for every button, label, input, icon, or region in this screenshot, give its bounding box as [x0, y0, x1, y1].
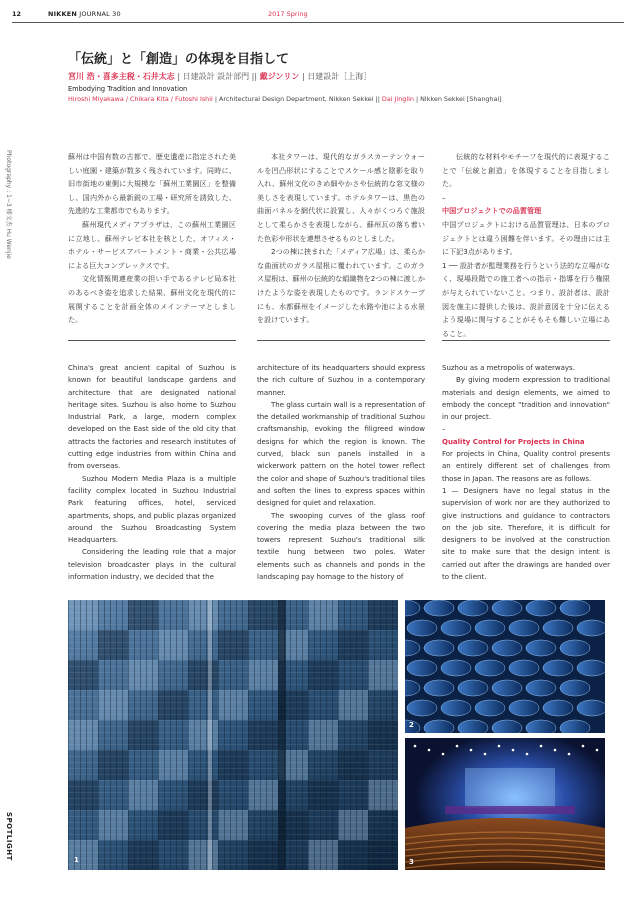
dash: –	[442, 425, 446, 434]
magazine-name: NIKKEN JOURNAL 30	[48, 10, 121, 18]
paragraph: 2つの棟に挟まれた「メディア広場」は、柔らかな曲面状のガラス屋根に覆われています。このガラス屋根は、蘇州の伝統的な絹織物を2つの棟に渡しかけたような姿を表現したものです。ランドスケープにも、水都蘇州をイメージした水路や池による水景を設けています。	[257, 247, 425, 325]
dash: –	[442, 192, 446, 202]
jp-column-2	[257, 150, 425, 335]
photo-credit: Photography : 1~3 楼文杰 Hu Wenjie	[5, 150, 12, 259]
interior-hall-image	[405, 738, 605, 870]
paragraph: By giving modern expression to traditional materials and design elements, we aimed to embody the concept "tradition and innovation" in our project.	[442, 376, 610, 422]
header-divider	[12, 22, 624, 23]
photo-number: 3	[409, 858, 414, 866]
authors-jp: 宮川 浩・喜多主税・石井太志 | 日建設計 設計部門 || 戴ジンリン | 日建設計［上海］	[68, 72, 372, 81]
paragraph: 蘇州現代メディアプラザは、この蘇州工業園区に立地し、蘇州テレビ本社を核とした、オフィス・ホテル・サービスアパートメント・商業・公共広場による巨大コンプレックスです。	[68, 219, 236, 270]
photo-number: 2	[409, 721, 414, 729]
paragraph: 文化情報関連産業の担い手であるテレビ局本社のあるべき姿を追求した結果、蘇州文化を現代的に展開することを計画全体のメインテーマとしました。	[68, 274, 236, 325]
section-label: SPOTLIGHT	[5, 812, 13, 861]
article-title-jp: 「伝統」と「創造」の体現を目指して	[68, 52, 290, 67]
paragraph: The glass curtain wall is a representation of the detailed workmanship of traditional Suzhou craftsmanship, evoking the filigreed window designs for which the region is known. The curved, black sun panels installed in a wickerwork pattern on the hotel tower reflect the color and shape of Suzhou's traditional tiles and soften the lines to express spaces within designed for quiet and relaxation.	[257, 400, 425, 508]
paragraph: 伝統的な材料やモチーフを現代的に表現することで「伝統と創造」を体現することを目指しました。	[442, 152, 610, 189]
section-heading-en: Quality Control for Projects in China	[442, 437, 585, 446]
article-title-block	[68, 48, 608, 103]
paragraph: China's great ancient capital of Suzhou is known for beautiful landscape gardens and architecture that are designated national heritage sites. Suzhou is also home to Suzhou Industrial Park, a large, modern complex developed on the East side of the old city that attracts the factories and research institutes of cutting edge industries from within China and from overseas.	[68, 364, 236, 471]
paragraph: Suzhou as a metropolis of waterways.	[442, 364, 575, 372]
column-divider	[68, 340, 236, 341]
paragraph: The swooping curves of the glass roof covering the media plaza between the two towers represent Suzhou's traditional silk textile hung between two poles. Water elements such as channels and ponds in the landscaping pay homage to the history of	[257, 511, 425, 582]
paragraph: 1 — Designers have no legal status in the supervision of work nor are they authorized to give instructions and guidance to contractors on the job site. Therefore, it is difficult for designers to be involved at the construction site to make sure that the design intent is carried out after the drawings are handed over to the client.	[442, 486, 610, 582]
en-column-1	[68, 362, 236, 582]
section-heading-jp: 中国プロジェクトでの品質管理	[442, 206, 542, 216]
photo-interior-hall	[405, 738, 605, 870]
paragraph: architecture of its headquarters should express the rich culture of Suzhou in a contemporary manner.	[257, 364, 425, 397]
jp-column-1	[68, 150, 236, 335]
paragraph: Considering the leading role that a major television broadcaster plays in the cultural information industry, we decided that the	[68, 548, 236, 582]
page-header	[12, 10, 624, 22]
paragraph: For projects in China, Quality control presents an entirely different set of challenges from those in Japan. The reasons are as follows.	[442, 450, 610, 483]
paragraph: 中国プロジェクトにおける品質管理は、日本のプロジェクトとは違う困難を伴います。その理由には主に下記3点があります。	[442, 219, 610, 257]
column-divider	[257, 340, 425, 341]
photo-glass-facade	[68, 600, 398, 870]
paragraph: 本社タワーは、現代的なガラスカーテンウォールを凹凸形状にすることでスケール感と陰影を取り入れ、蘇州文化のきめ細やかさや伝統的な窓文様の美しさを表現しています。ホテルタワーは、黒色の曲面パネルを網代状に設置し、人々がくつろぐ施設として柔らかさを表現しながら、蘇州瓦の落ち着いた色彩や形状を連想させるものとしました。	[257, 152, 425, 243]
article-subtitle-en: Embodying Tradition and Innovation	[68, 85, 188, 93]
curved-panels-image	[405, 600, 605, 733]
issue-label: 2017 Spring	[268, 10, 308, 18]
page-number: 12	[12, 10, 22, 18]
paragraph: 蘇州は中国有数の古都で、歴史遺産に指定された美しい庭園・建築が数多く残されています。同時に、旧市街地の東側に大規模な「蘇州工業園区」を整備し、国内外から最新鋭の工場・研究所を誘致した、先進的な工業都市でもあります。	[68, 152, 236, 216]
photo-curved-panels	[405, 600, 605, 733]
photo-number: 1	[74, 856, 79, 864]
paragraph: Suzhou Modern Media Plaza is a multiple facility complex located in Suzhou Industrial Park featuring offices, hotel, serviced apartments, shops, and public plazas organized around the Suzhou Broadcasting System Headquarters.	[68, 474, 236, 545]
column-divider	[442, 340, 610, 341]
glass-facade-image	[68, 600, 398, 870]
authors-en: Hiroshi Miyakawa / Chikara Kita / Futoshi Ishii | Architectural Design Department, Nikken Sekkei || Dai Jinglin | Nikken Sekkei [Shanghai]	[68, 95, 502, 103]
jp-column-3	[442, 150, 610, 338]
paragraph: 1 ── 設計者が監理業務を行うという法的な立場がなく、現場段階での施工者への指示・指導を行う権限が与えられていないこと。つまり、設計者は、設計図を施主に提供した後は、設計意図を十分に伝えるよう現場に関与することがそもそも難しい立場にあること。	[442, 260, 610, 338]
en-column-2	[257, 362, 425, 582]
en-column-3	[442, 362, 610, 582]
